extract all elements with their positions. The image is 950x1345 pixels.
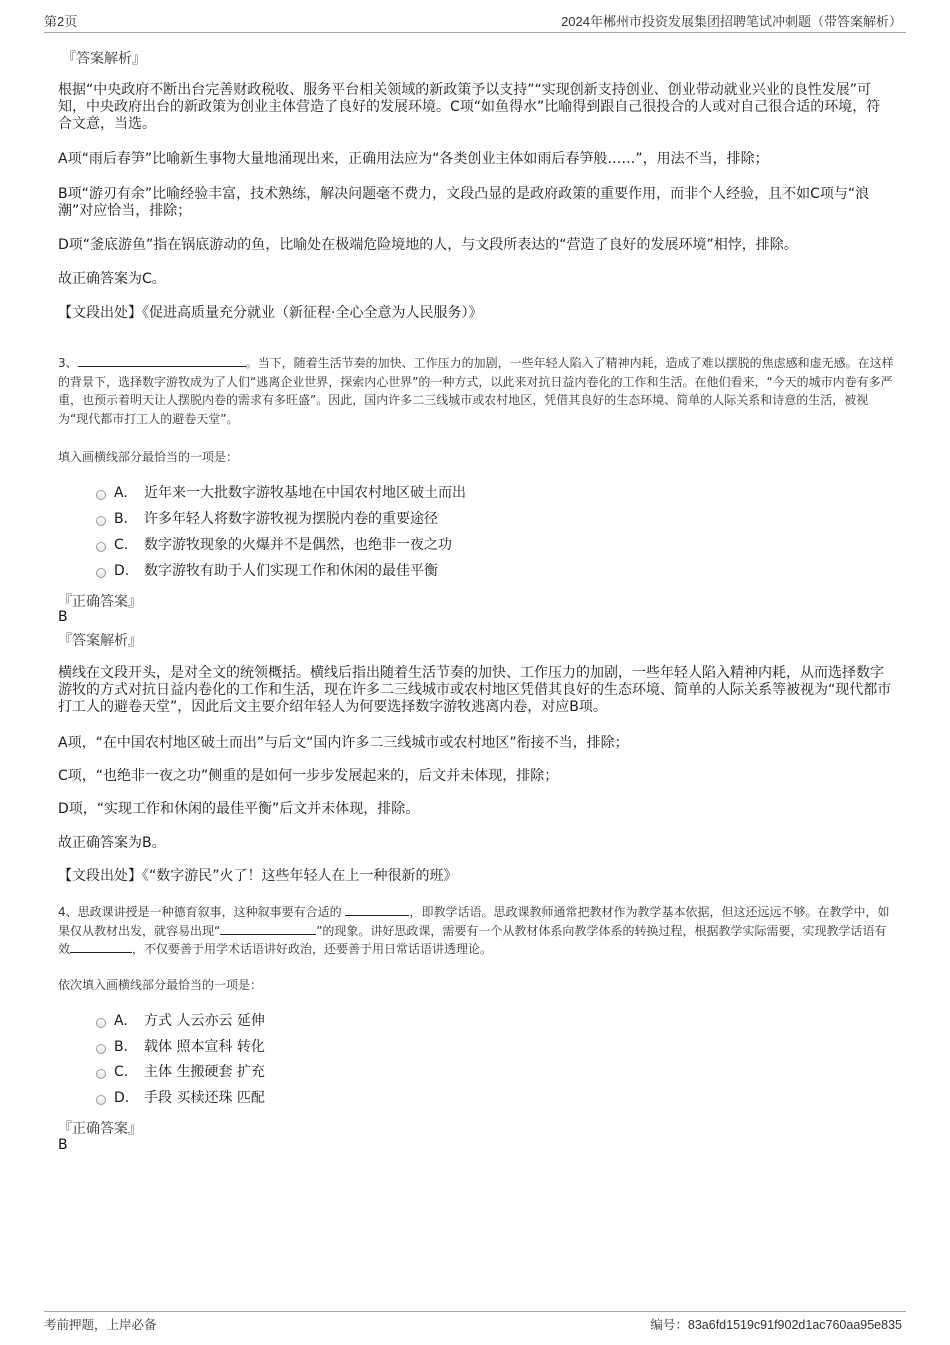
radio-icon[interactable] <box>96 568 106 578</box>
page-number: 第2页 <box>44 14 78 29</box>
q4-option-a[interactable]: A. 方式 人云亦云 延伸 <box>96 1011 265 1031</box>
q3-stem-text: 。当下，随着生活节奏的加快、工作压力的加剧，一些年轻人陷入了精神内耗，造成了难以摆脱的焦虑感和虚无感。在这样的背景下，选择数字游牧成为了人们“逃离企业世界，探索内心世界”的一种方式，以此来对抗日益内卷化的工作和生活。在他们看来，“今天的城市内卷有多严重，也预示着明天让人摆脱内卷的需求有多旺盛”。因此，国内许多二三线城市或农村地区，凭借其良好的生态环境、简单的人际关系和诗意的生活，被视为“现代都市打工人的避卷天堂”。 <box>58 356 894 426</box>
page-header <box>44 14 906 33</box>
q4-blank-1 <box>345 903 409 916</box>
q2-analysis-paragraph: 根据“中央政府不断出台完善财政税收、服务平台相关领域的新政策予以支持”“实现创新支持创业、创业带动就业兴业的良性发展”可知，中央政府出台的新政策为创业主体营造了良好的发展环境。C项“如鱼得水”比喻得到跟自己很投合的人或对自己很合适的环境，符合文意，当选。 <box>58 82 881 132</box>
radio-icon[interactable] <box>96 1069 106 1079</box>
document-title: 2024年郴州市投资发展集团招聘笔试冲刺题（带答案解析） <box>561 14 902 29</box>
q3-option-d[interactable]: D. 数字游牧有助于人们实现工作和休闲的最佳平衡 <box>96 561 438 581</box>
q3-option-c[interactable]: C. 数字游牧现象的火爆并不是偶然，也绝非一夜之功 <box>96 535 452 555</box>
q4-option-b[interactable]: B. 载体 照本宣科 转化 <box>96 1037 265 1057</box>
q3-option-a-analysis: A项，“在中国农村地区破土而出”与后文“国内许多二三线城市或农村地区”衔接不当，排除； <box>58 735 629 751</box>
q3-option-a[interactable]: A. 近年来一大批数字游牧基地在中国农村地区破土而出 <box>96 483 466 503</box>
q3-option-c-analysis: C项，“也绝非一夜之功”侧重的是如何一步步发展起来的，后文并未体现，排除； <box>58 768 559 784</box>
q3-analysis-label: 『答案解析』 <box>58 633 142 649</box>
q4-stem: 4、思政课讲授是一种德育叙事，这种叙事要有合适的 ，即教学话语。思政课教师通常把教材作为教学基本依据，但这还远远不够。在教学中，如果仅从教材出发，就容易出现“ ”的现象。讲好思政课，需要有一个从教材体系向教学体系的转换过程，根据教学实际需要，实现教学话语有效 ，不仅要善于用学术话语讲好政治，还要善于用日常话语讲透理论。 <box>58 905 890 956</box>
q3-blank <box>78 354 246 367</box>
q4-correct-answer: B <box>58 1137 68 1153</box>
radio-icon[interactable] <box>96 516 106 526</box>
q2-source: 【文段出处】《促进高质量充分就业（新征程·全心全意为人民服务）》 <box>58 305 483 321</box>
q2-option-d-analysis: D项“釜底游鱼”指在锅底游动的鱼，比喻处在极端危险境地的人，与文段所表达的“营造了良好的发展环境”相悖，排除。 <box>58 237 798 253</box>
q4-option-d[interactable]: D. 手段 买椟还珠 匹配 <box>96 1088 265 1108</box>
radio-icon[interactable] <box>96 1018 106 1028</box>
q4-blank-2 <box>220 922 316 935</box>
q3-option-d-analysis: D项，“实现工作和休闲的最佳平衡”后文并未体现，排除。 <box>58 801 420 817</box>
q4-option-c[interactable]: C. 主体 生搬硬套 扩充 <box>96 1062 265 1082</box>
q4-blank-3 <box>70 940 132 953</box>
q3-conclusion: 故正确答案为B。 <box>58 835 166 851</box>
q3-number: 3、 <box>58 356 78 370</box>
q2-conclusion: 故正确答案为C。 <box>58 271 166 287</box>
q3-prompt: 填入画横线部分最恰当的一项是： <box>58 450 239 464</box>
q3-stem <box>58 354 898 428</box>
q3-source: 【文段出处】《“数字游民”火了！这些年轻人在上一种很新的班》 <box>58 868 458 884</box>
q4-correct-label: 『正确答案』 <box>58 1121 142 1137</box>
radio-icon[interactable] <box>96 1095 106 1105</box>
document-code: 编号：83a6fd1519c91f902d1ac760aa95e835 <box>650 1318 902 1332</box>
radio-icon[interactable] <box>96 1044 106 1054</box>
q3-correct-label: 『正确答案』 <box>58 594 142 610</box>
q4-prompt: 依次填入画横线部分最恰当的一项是： <box>58 978 263 992</box>
radio-icon[interactable] <box>96 490 106 500</box>
q2-analysis-label: 『答案解析』 <box>62 51 146 67</box>
q2-option-b-analysis: B项“游刃有余”比喻经验丰富，技术熟练，解决问题毫不费力，文段凸显的是政府政策的重要作用，而非个人经验，且不如C项与“浪潮”对应恰当，排除； <box>58 186 870 219</box>
footer-slogan: 考前押题，上岸必备 <box>44 1318 157 1332</box>
q3-option-b[interactable]: B. 许多年轻人将数字游牧视为摆脱内卷的重要途径 <box>96 509 438 529</box>
page-footer <box>44 1311 906 1333</box>
radio-icon[interactable] <box>96 542 106 552</box>
q3-correct-answer: B <box>58 609 68 625</box>
q3-analysis-paragraph: 横线在文段开头，是对全文的统领概括。横线后指出随着生活节奏的加快、工作压力的加剧，一些年轻人陷入精神内耗，从而选择数字游牧的方式对抗日益内卷化的工作和生活，现在许多二三线城市或农村地区凭借其良好的生态环境、简单的人际关系等被视为“现代都市打工人的避卷天堂”，因此后文主要介绍年轻人为何要选择数字游牧逃离内卷，对应B项。 <box>58 665 892 715</box>
q2-option-a-analysis: A项“雨后春笋”比喻新生事物大量地涌现出来，正确用法应为“各类创业主体如雨后春笋般……”，用法不当，排除； <box>58 151 769 167</box>
